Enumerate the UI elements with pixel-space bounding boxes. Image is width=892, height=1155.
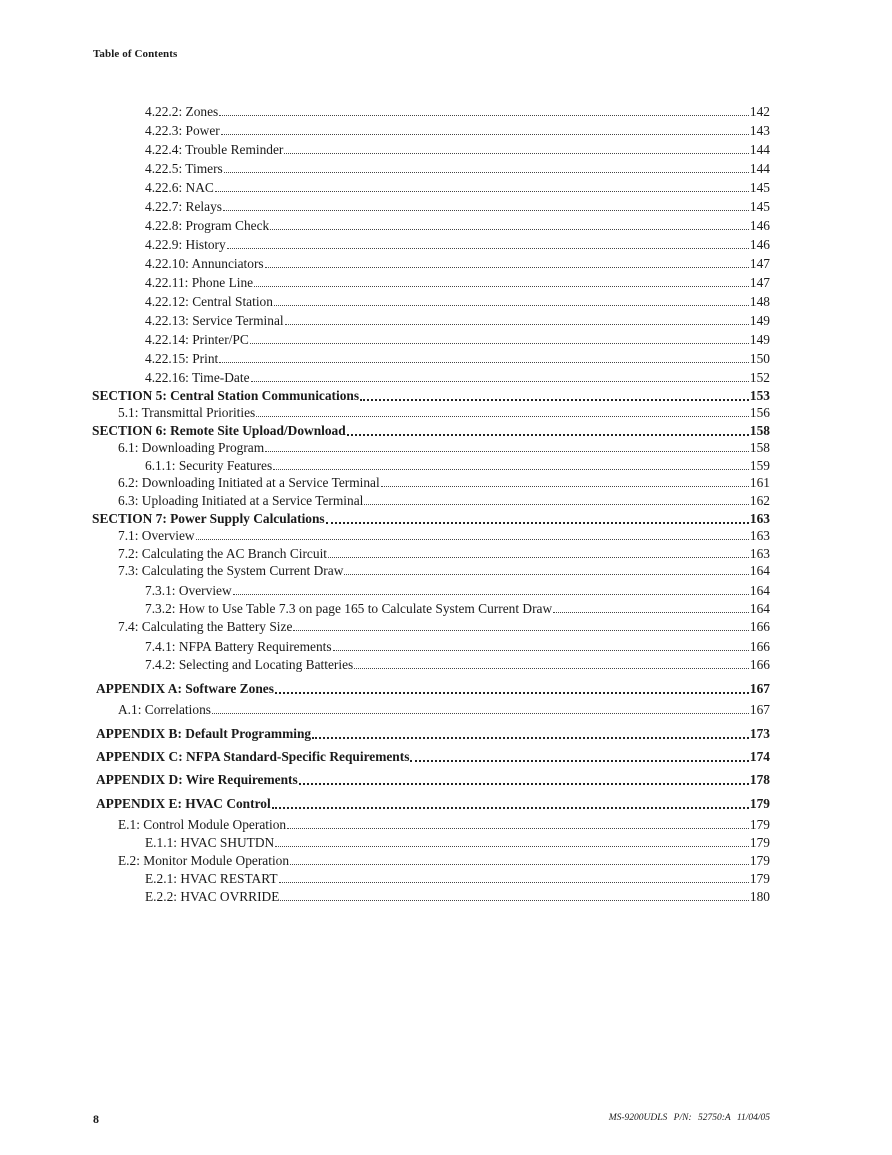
toc-entry[interactable] <box>145 236 770 253</box>
dot-leader <box>360 399 749 401</box>
toc-entry-label: 7.4: Calculating the Battery Size <box>118 619 293 634</box>
toc-entry-label: 4.22.10: Annunciators <box>145 256 264 271</box>
dot-leader <box>223 210 749 211</box>
dot-leader <box>312 737 749 739</box>
dot-leader <box>221 134 749 135</box>
dot-leader <box>219 115 749 116</box>
toc-entry[interactable] <box>145 179 770 196</box>
toc-entry-label: 7.1: Overview <box>118 528 195 543</box>
toc-entry-page-number: 148 <box>749 294 770 309</box>
toc-entry[interactable] <box>118 474 770 491</box>
dot-leader <box>275 846 749 847</box>
toc-entry-page-number: 178 <box>749 772 770 787</box>
toc-entry[interactable] <box>145 141 770 158</box>
toc-entry-label: 4.22.2: Zones <box>145 104 219 119</box>
dot-leader <box>410 760 748 762</box>
toc-entry[interactable] <box>145 331 770 348</box>
toc-entry[interactable] <box>145 870 770 887</box>
toc-section-entry[interactable] <box>92 387 770 404</box>
toc-entry[interactable] <box>145 255 770 272</box>
toc-entry-page-number: 179 <box>749 835 770 850</box>
toc-entry-label: 5.1: Transmittal Priorities <box>118 405 256 420</box>
dot-leader <box>326 522 749 524</box>
dot-leader <box>219 362 749 363</box>
toc-entry-page-number: 146 <box>749 218 770 233</box>
toc-entry-page-number: 179 <box>749 796 770 811</box>
toc-section-entry[interactable] <box>96 680 770 697</box>
toc-entry-label: 4.22.9: History <box>145 237 226 252</box>
toc-entry-label: 7.2: Calculating the AC Branch Circuit <box>118 546 328 561</box>
toc-entry-label: 4.22.12: Central Station <box>145 294 273 309</box>
dot-leader <box>251 381 749 382</box>
toc-section-entry[interactable] <box>96 748 770 765</box>
toc-entry-page-number: 145 <box>749 199 770 214</box>
toc-entry[interactable] <box>145 198 770 215</box>
toc-entry-label: 6.1.1: Security Features <box>145 458 273 473</box>
toc-entry-page-number: 163 <box>749 511 770 526</box>
toc-entry-page-number: 166 <box>749 619 770 634</box>
toc-entry[interactable] <box>145 350 770 367</box>
dot-leader <box>212 713 749 714</box>
toc-entry-label: E.2: Monitor Module Operation <box>118 853 290 868</box>
toc-entry-label: APPENDIX A: Software Zones <box>96 681 274 696</box>
dot-leader <box>254 286 749 287</box>
toc-entry-page-number: 147 <box>749 275 770 290</box>
toc-entry[interactable] <box>145 888 770 905</box>
toc-entry-page-number: 164 <box>749 583 770 598</box>
toc-entry[interactable] <box>145 582 770 599</box>
toc-entry[interactable] <box>145 656 770 673</box>
toc-entry[interactable] <box>118 439 770 456</box>
footer-page-number: 8 <box>93 1112 99 1126</box>
dot-leader <box>273 469 749 470</box>
toc-entry-page-number: 167 <box>749 681 770 696</box>
dot-leader <box>256 416 749 417</box>
toc-section-entry[interactable] <box>96 795 770 812</box>
dot-leader <box>290 864 749 865</box>
toc-entry[interactable] <box>145 293 770 310</box>
toc-entry-page-number: 179 <box>749 853 770 868</box>
toc-entry-page-number: 159 <box>749 458 770 473</box>
dot-leader <box>287 828 749 829</box>
toc-entry-page-number: 166 <box>749 657 770 672</box>
toc-entry[interactable] <box>145 638 770 655</box>
toc-entry-page-number: 144 <box>749 142 770 157</box>
toc-entry[interactable] <box>145 160 770 177</box>
dot-leader <box>354 668 749 669</box>
toc-entry[interactable] <box>118 545 770 562</box>
dot-leader <box>227 248 749 249</box>
toc-entry-label: E.2.1: HVAC RESTART <box>145 871 278 886</box>
toc-entry-page-number: 149 <box>749 332 770 347</box>
toc-entry-label: APPENDIX E: HVAC Control <box>96 796 271 811</box>
toc-entry-page-number: 174 <box>749 749 770 764</box>
toc-section-entry[interactable] <box>92 422 770 439</box>
dot-leader <box>224 172 749 173</box>
toc-entry[interactable] <box>118 852 770 869</box>
toc-entry-label: 4.22.5: Timers <box>145 161 223 176</box>
dot-leader <box>265 267 749 268</box>
toc-entry-page-number: 167 <box>749 702 770 717</box>
toc-entry-page-number: 152 <box>749 370 770 385</box>
toc-entry-page-number: 146 <box>749 237 770 252</box>
toc-entry-page-number: 179 <box>749 871 770 886</box>
toc-entry-label: 4.22.4: Trouble Reminder <box>145 142 284 157</box>
toc-entry[interactable] <box>145 369 770 386</box>
dot-leader <box>272 807 749 809</box>
toc-entry-label: A.1: Correlations <box>118 702 211 717</box>
toc-entry-label: 6.1: Downloading Program <box>118 440 265 455</box>
toc-entry-label: E.1.1: HVAC SHUTDN <box>145 835 275 850</box>
toc-entry-page-number: 150 <box>749 351 770 366</box>
dot-leader <box>279 882 749 883</box>
dot-leader <box>270 229 749 230</box>
toc-section-entry[interactable] <box>96 725 770 742</box>
dot-leader <box>196 539 749 540</box>
toc-entry-page-number: 180 <box>749 889 770 904</box>
toc-entry-page-number: 153 <box>749 388 770 403</box>
toc-entry-label: 7.3.1: Overview <box>145 583 232 598</box>
toc-entry-page-number: 149 <box>749 313 770 328</box>
toc-entry-label: 6.2: Downloading Initiated at a Service Terminal <box>118 475 380 490</box>
dot-leader <box>293 630 749 631</box>
toc-section-entry[interactable] <box>96 771 770 788</box>
toc-entry-page-number: 147 <box>749 256 770 271</box>
toc-entry-page-number: 158 <box>749 423 770 438</box>
toc-entry-page-number: 163 <box>749 528 770 543</box>
toc-entry-page-number: 145 <box>749 180 770 195</box>
toc-entry[interactable] <box>118 404 770 421</box>
toc-entry[interactable] <box>118 527 770 544</box>
toc-entry-label: 7.4.2: Selecting and Locating Batteries <box>145 657 354 672</box>
toc-entry[interactable] <box>118 618 770 635</box>
dot-leader <box>328 557 749 558</box>
dot-leader <box>275 692 749 694</box>
toc-entry-page-number: 164 <box>749 563 770 578</box>
toc-entry[interactable] <box>118 701 770 718</box>
toc-entry[interactable] <box>118 492 770 509</box>
dot-leader <box>344 574 749 575</box>
toc-entry-page-number: 161 <box>749 475 770 490</box>
toc-entry[interactable] <box>145 217 770 234</box>
dot-leader <box>347 434 749 436</box>
toc-entry-label: 4.22.8: Program Check <box>145 218 270 233</box>
toc-entry-label: 4.22.15: Print <box>145 351 219 366</box>
toc-entry-label: APPENDIX D: Wire Requirements <box>96 772 298 787</box>
toc-entry-page-number: 179 <box>749 817 770 832</box>
toc-entry[interactable] <box>145 122 770 139</box>
toc-entry-label: 4.22.3: Power <box>145 123 220 138</box>
toc-entry[interactable] <box>145 312 770 329</box>
toc-entry-page-number: 164 <box>749 601 770 616</box>
toc-entry-page-number: 166 <box>749 639 770 654</box>
dot-leader <box>274 305 749 306</box>
toc-entry-label: SECTION 7: Power Supply Calculations <box>92 511 325 526</box>
dot-leader <box>284 153 749 154</box>
toc-entry-page-number: 162 <box>749 493 770 508</box>
dot-leader <box>233 594 749 595</box>
toc-entry-label: SECTION 6: Remote Site Upload/Download <box>92 423 346 438</box>
dot-leader <box>285 324 749 325</box>
toc-entry-label: 4.22.7: Relays <box>145 199 222 214</box>
dot-leader <box>381 486 749 487</box>
toc-entry-label: 4.22.13: Service Terminal <box>145 313 284 328</box>
dot-leader <box>553 612 749 613</box>
toc-entry-label: 4.22.16: Time-Date <box>145 370 250 385</box>
toc-entry[interactable] <box>145 103 770 120</box>
toc-entry-page-number: 144 <box>749 161 770 176</box>
dot-leader <box>215 191 749 192</box>
toc-entry[interactable] <box>145 457 770 474</box>
toc-entry-label: SECTION 5: Central Station Communications <box>92 388 360 403</box>
toc-entry-label: 7.4.1: NFPA Battery Requirements <box>145 639 332 654</box>
toc-entry-page-number: 156 <box>749 405 770 420</box>
toc-entry[interactable] <box>145 834 770 851</box>
dot-leader <box>250 343 749 344</box>
toc-entry-label: 7.3.2: How to Use Table 7.3 on page 165 to Calculate System Current Draw <box>145 601 553 616</box>
dot-leader <box>280 900 748 901</box>
toc-entry[interactable] <box>145 274 770 291</box>
toc-entry[interactable] <box>145 600 770 617</box>
toc-entry-page-number: 142 <box>749 104 770 119</box>
dot-leader <box>333 650 749 651</box>
dot-leader <box>299 783 749 785</box>
running-header-title: Table of Contents <box>93 48 178 60</box>
dot-leader <box>265 451 749 452</box>
toc-entry-label: 4.22.6: NAC <box>145 180 214 195</box>
toc-entry-label: APPENDIX B: Default Programming <box>96 726 312 741</box>
toc-section-entry[interactable] <box>92 510 770 527</box>
toc-entry-label: APPENDIX C: NFPA Standard-Specific Requirements <box>96 749 410 764</box>
toc-entry-label: E.1: Control Module Operation <box>118 817 287 832</box>
toc-entry-label: 4.22.11: Phone Line <box>145 275 254 290</box>
toc-entry[interactable] <box>118 562 770 579</box>
toc-entry-label: 6.3: Uploading Initiated at a Service Terminal <box>118 493 364 508</box>
toc-entry-label: 7.3: Calculating the System Current Draw <box>118 563 344 578</box>
toc-entry-page-number: 143 <box>749 123 770 138</box>
toc-entry-page-number: 173 <box>749 726 770 741</box>
toc-entry[interactable] <box>118 816 770 833</box>
dot-leader <box>364 504 749 505</box>
toc-entry-label: E.2.2: HVAC OVRRIDE <box>145 889 280 904</box>
toc-entry-page-number: 158 <box>749 440 770 455</box>
footer-document-id: MS-9200UDLS P/N: 52750:A 11/04/05 <box>608 1113 770 1123</box>
toc-entry-label: 4.22.14: Printer/PC <box>145 332 249 347</box>
toc-entry-page-number: 163 <box>749 546 770 561</box>
